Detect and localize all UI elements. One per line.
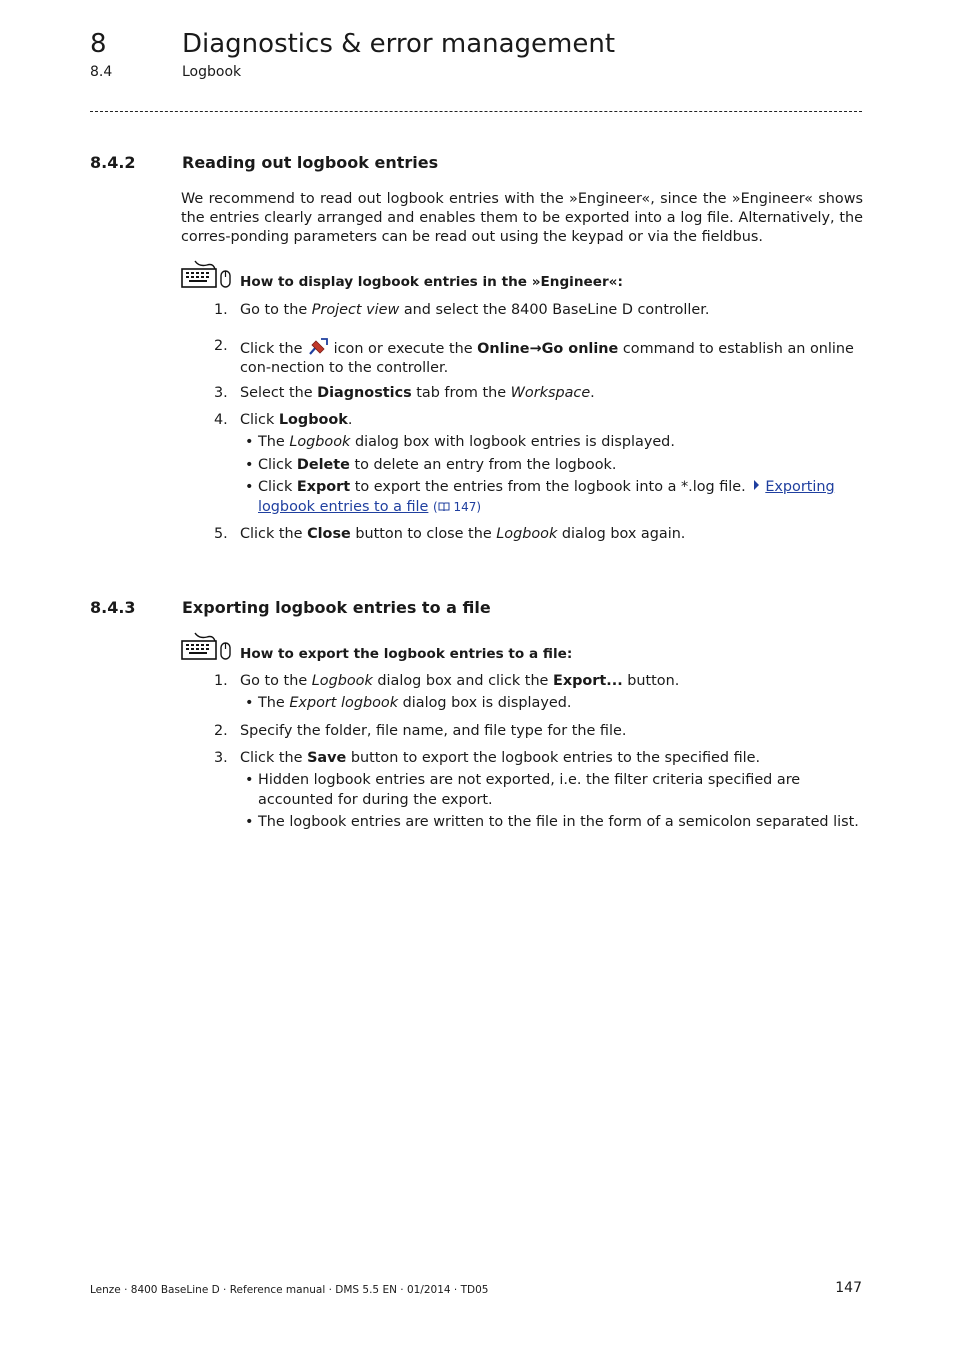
triangle-right-icon [754, 480, 759, 490]
bullet-text: Click Export to export the entries from the logbook into a *.log file. Exporting logbook entries to a file ( 147) [258, 479, 835, 515]
step-number: 2. [214, 338, 228, 354]
go-online-icon [307, 337, 329, 357]
chapter-title: Diagnostics & error management [182, 29, 616, 59]
intro-paragraph: We recommend to read out logbook entries with the »Engineer«, since the »Engineer« shows the entries clearly arranged and enables them to be exported into a log file. Alternatively, the corres-ponding parameters can be read out using the keypad or via the fieldbus. [181, 191, 863, 245]
step-text: Click Logbook. [240, 412, 353, 428]
step-text: Specify the folder, file name, and file type for the file. [240, 723, 627, 739]
subsection-number-843: 8.4.3 [90, 598, 136, 617]
step-text: Click the Save button to export the logbook entries to the specified file. [240, 750, 761, 766]
step-number: 2. [214, 723, 228, 739]
section-title: Logbook [182, 64, 242, 80]
bullet-text: Click Delete to delete an entry from the logbook. [258, 457, 617, 473]
keyboard-mouse-icon [181, 259, 233, 291]
book-icon [438, 502, 450, 512]
subsection-title-843: Exporting logbook entries to a file [182, 598, 491, 617]
step-text: Go to the Project view and select the 8400 BaseLine D controller. [240, 302, 710, 318]
step-number: 3. [214, 750, 228, 766]
howto-title-842: How to display logbook entries in the »Engineer«: [240, 274, 623, 290]
chapter-number: 8 [90, 29, 107, 59]
howto-title-843: How to export the logbook entries to a file: [240, 646, 573, 662]
footer-document-info: Lenze · 8400 BaseLine D · Reference manual · DMS 5.5 EN · 01/2014 · TD05 [90, 1284, 489, 1296]
bullet-text: The logbook entries are written to the file in the form of a semicolon separated list. [258, 814, 859, 830]
step-text: Click the icon or execute the Online→Go online command to establish an online con-nection to the controller. [240, 337, 864, 378]
bullet-text: The Export logbook dialog box is displayed. [258, 695, 572, 711]
bullet-icon: • [245, 772, 254, 788]
step-number: 5. [214, 526, 228, 542]
bullet-icon: • [245, 457, 254, 473]
page-reference[interactable]: ( 147) [432, 499, 482, 514]
section-number: 8.4 [90, 64, 113, 80]
header-divider [90, 111, 862, 112]
bullet-icon: • [245, 695, 254, 711]
bullet-text: Hidden logbook entries are not exported, i.e. the filter criteria specified are accounted for during the export. [258, 772, 801, 808]
subsection-number-842: 8.4.2 [90, 153, 136, 172]
step-number: 1. [214, 673, 228, 689]
bullet-icon: • [245, 434, 254, 450]
page-number: 147 [835, 1280, 862, 1296]
keyboard-mouse-icon [181, 631, 233, 663]
step-text: Click the Close button to close the Logbook dialog box again. [240, 526, 686, 542]
cross-reference-link[interactable]: Exporting logbook entries to a file [258, 479, 835, 515]
bullet-icon: • [245, 814, 254, 830]
step-number: 4. [214, 412, 228, 428]
step-number: 3. [214, 385, 228, 401]
subsection-title-842: Reading out logbook entries [182, 153, 439, 172]
step-text: Select the Diagnostics tab from the Workspace. [240, 385, 595, 401]
step-number: 1. [214, 302, 228, 318]
step-text: Go to the Logbook dialog box and click the Export... button. [240, 673, 680, 689]
bullet-text: The Logbook dialog box with logbook entries is displayed. [258, 434, 675, 450]
bullet-icon: • [245, 479, 254, 495]
